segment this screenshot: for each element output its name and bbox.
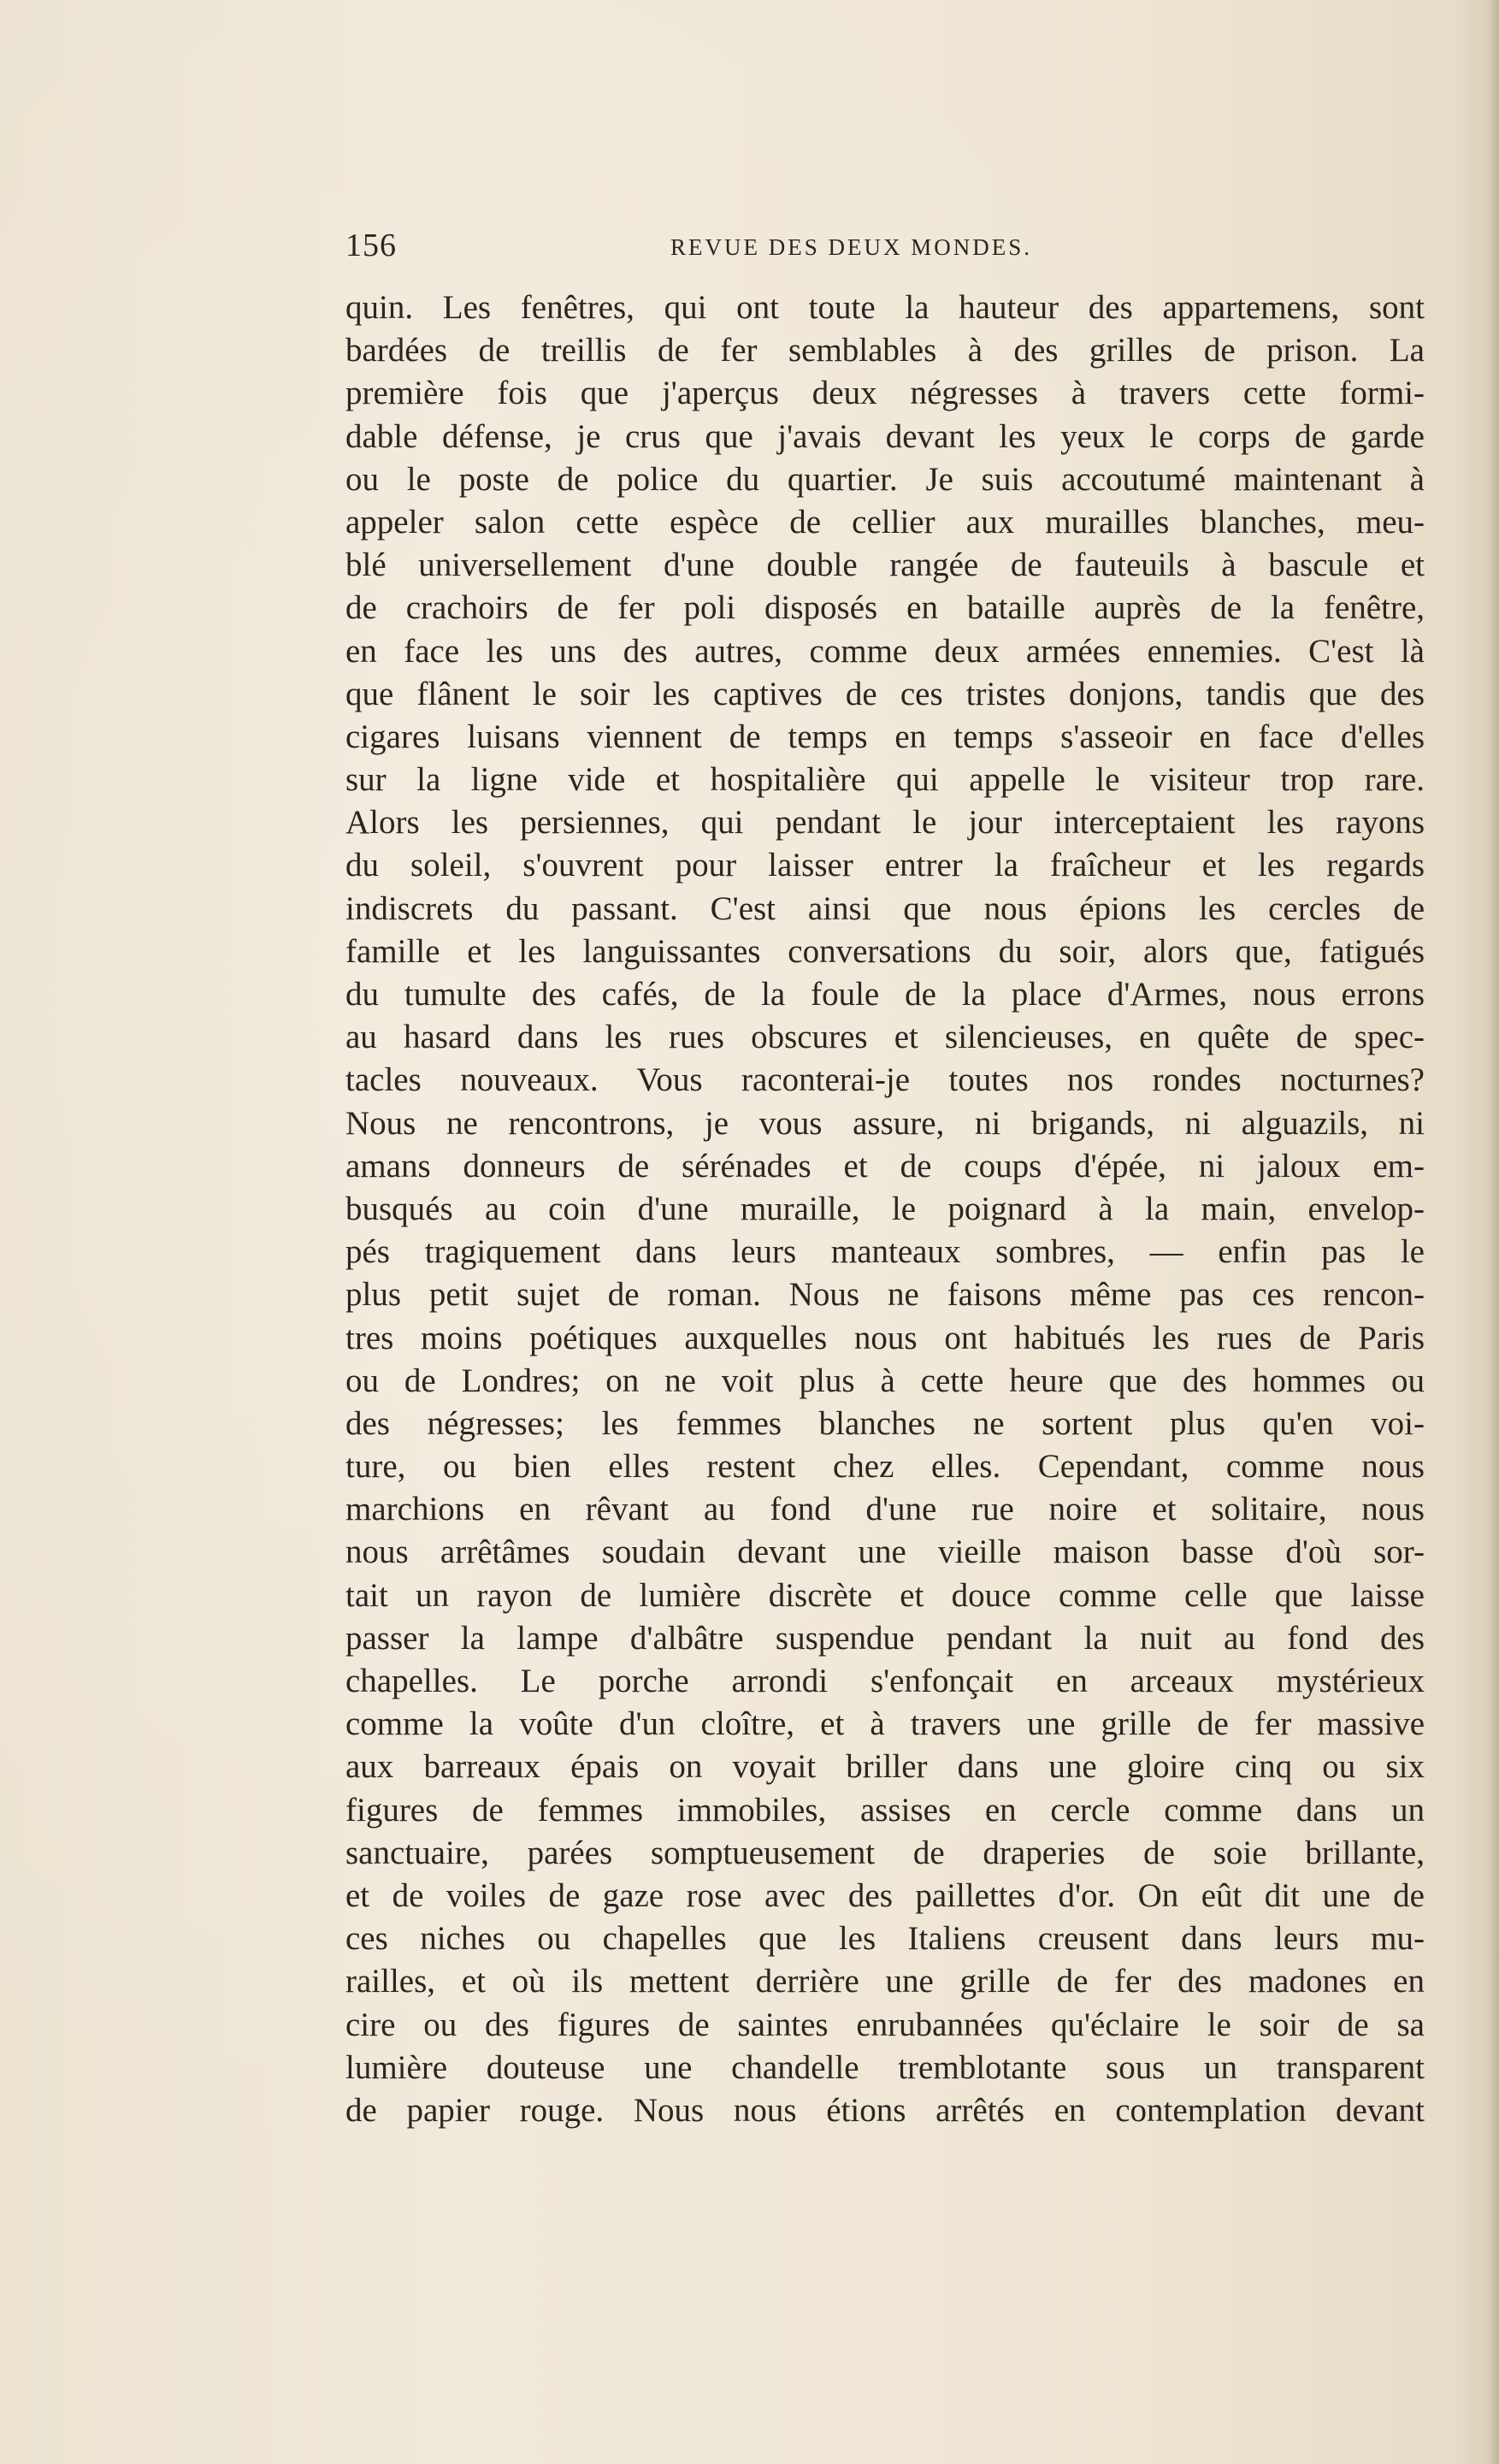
text-line: du soleil, s'ouvrent pour laisser entrer la fraîcheur et les regards bbox=[345, 847, 1425, 884]
text-line: railles, et où ils mettent derrière une grille de fer des madones en bbox=[345, 1963, 1425, 2000]
text-line: blé universellement d'une double rangée de fauteuils à bascule et bbox=[345, 547, 1425, 584]
text-line: sur la ligne vide et hospitalière qui appelle le visiteur trop rare. bbox=[345, 761, 1425, 799]
text-line: marchions en rêvant au fond d'une rue noire et solitaire, nous bbox=[345, 1491, 1425, 1528]
text-line: aux barreaux épais on voyait briller dans une gloire cinq ou six bbox=[345, 1748, 1425, 1786]
text-line: sanctuaire, parées somptueusement de draperies de soie brillante, bbox=[345, 1834, 1425, 1871]
text-line: chapelles. Le porche arrondi s'enfonçait en arceaux mystérieux bbox=[345, 1663, 1425, 1699]
text-line: tait un rayon de lumière discrète et douce comme celle que laisse bbox=[345, 1576, 1425, 1614]
text-line: ou de Londres; on ne voit plus à cette heure que des hommes ou bbox=[345, 1362, 1425, 1399]
text-line: figures de femmes immobiles, assises en cercle comme dans un bbox=[345, 1791, 1425, 1829]
text-line: au hasard dans les rues obscures et silencieuses, en quête de spec- bbox=[345, 1019, 1425, 1056]
running-title: REVUE DES DEUX MONDES. bbox=[670, 234, 1032, 260]
text-line: tacles nouveaux. Vous raconterai-je toutes nos rondes nocturnes? bbox=[345, 1061, 1425, 1099]
text-line: famille et les languissantes conversations du soir, alors que, fatigués bbox=[345, 932, 1425, 970]
text-line: Nous ne rencontrons, je vous assure, ni brigands, ni alguazils, ni bbox=[345, 1104, 1425, 1142]
text-line: des négresses; les femmes blanches ne sortent plus qu'en voi- bbox=[345, 1404, 1425, 1442]
text-line: busqués au coin d'une muraille, le poignard à la main, envelop- bbox=[345, 1190, 1425, 1227]
page-number: 156 bbox=[345, 227, 397, 263]
text-line: de crachoirs de fer poli disposés en bataille auprès de la fenêtre, bbox=[345, 589, 1425, 627]
text-line: passer la lampe d'albâtre suspendue pendant la nuit au fond des bbox=[345, 1619, 1425, 1657]
text-line: tres moins poétiques auxquelles nous ont habitués les rues de Paris bbox=[345, 1319, 1425, 1356]
text-line: quin. Les fenêtres, qui ont toute la hauteur des appartemens, sont bbox=[345, 289, 1425, 326]
text-line: Alors les persiennes, qui pendant le jour interceptaient les rayons bbox=[345, 804, 1425, 842]
text-line: dable défense, je crus que j'avais devant les yeux le corps de garde bbox=[345, 417, 1425, 455]
text-line: que flânent le soir les captives de ces tristes donjons, tandis que des bbox=[345, 675, 1425, 712]
text-line: ces niches ou chapelles que les Italiens creusent dans leurs mu- bbox=[345, 1920, 1425, 1958]
text-line: première fois que j'aperçus deux négresses à travers cette formi- bbox=[345, 375, 1425, 412]
text-line: cigares luisans viennent de temps en temps s'asseoir en face d'elles bbox=[345, 718, 1425, 755]
text-line: plus petit sujet de roman. Nous ne faisons même pas ces rencon- bbox=[345, 1276, 1425, 1314]
text-line: lumière douteuse une chandelle tremblotante sous un transparent bbox=[345, 2048, 1425, 2086]
text-line: pés tragiquement dans leurs manteaux sombres, — enfin pas le bbox=[345, 1233, 1425, 1271]
text-line: du tumulte des cafés, de la foule de la place d'Armes, nous errons bbox=[345, 976, 1425, 1013]
text-line: de papier rouge. Nous nous étions arrêtés en contemplation devant bbox=[345, 2091, 1425, 2129]
text-line: amans donneurs de sérénades et de coups d'épée, ni jaloux em- bbox=[345, 1147, 1425, 1185]
page-edge-shadow bbox=[1487, 0, 1499, 2464]
text-line: appeler salon cette espèce de cellier aux murailles blanches, meu- bbox=[345, 503, 1425, 541]
text-line: bardées de treillis de fer semblables à des grilles de prison. La bbox=[345, 332, 1425, 369]
text-line: en face les uns des autres, comme deux armées ennemies. C'est là bbox=[345, 632, 1425, 670]
text-line: comme la voûte d'un cloître, et à travers une grille de fer massive bbox=[345, 1705, 1425, 1743]
text-line: nous arrêtâmes soudain devant une vieille maison basse d'où sor- bbox=[345, 1533, 1425, 1571]
text-line: indiscrets du passant. C'est ainsi que nous épions les cercles de bbox=[345, 889, 1425, 927]
text-line: cire ou des figures de saintes enrubannées qu'éclaire le soir de sa bbox=[345, 2006, 1425, 2043]
text-line: ture, ou bien elles restent chez elles. Cependant, comme nous bbox=[345, 1448, 1425, 1486]
page-header bbox=[345, 224, 1425, 267]
text-line: ou le poste de police du quartier. Je suis accoutumé maintenant à bbox=[345, 460, 1425, 498]
text-line: et de voiles de gaze rose avec des paillettes d'or. On eût dit une de bbox=[345, 1876, 1425, 1914]
body-text bbox=[345, 287, 1425, 2132]
